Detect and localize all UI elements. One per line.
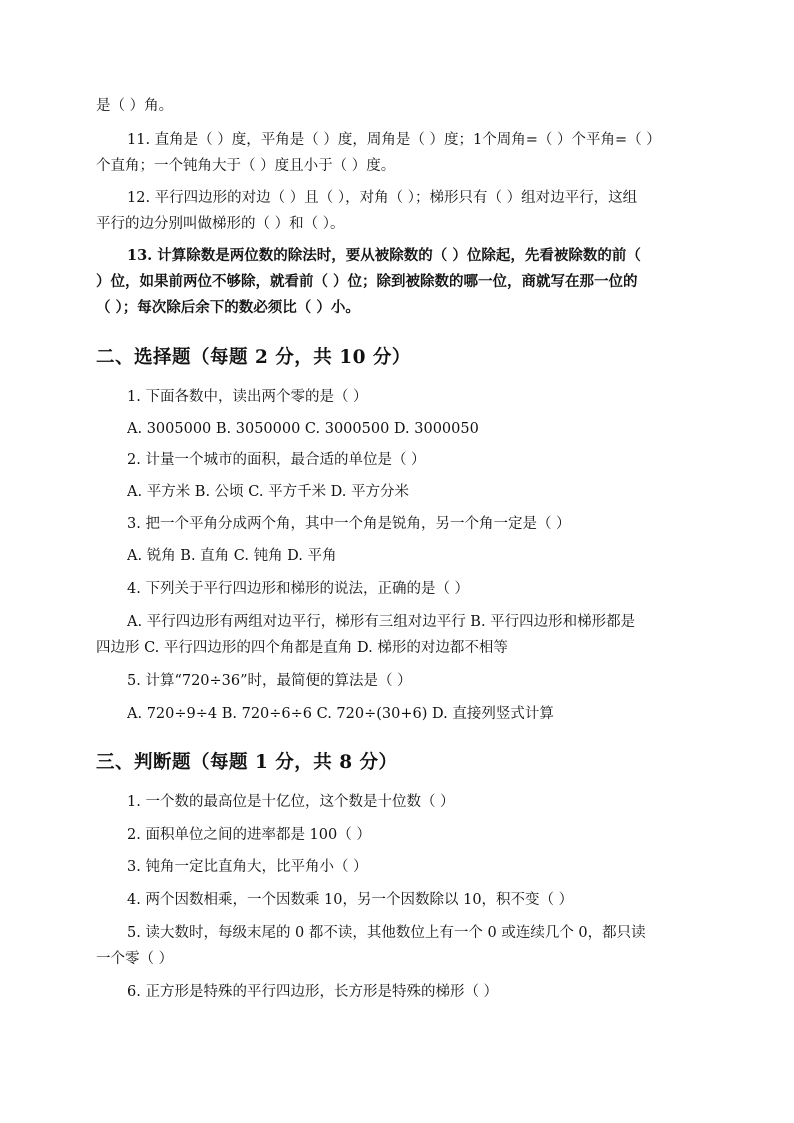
judge-q2: 2. 面积单位之间的进率都是 100（ ） [127,827,371,843]
judge-q6: 6. 正方形是特殊的平行四边形，长方形是特殊的梯形（ ） [127,984,499,1000]
choice-q1-options: A. 3005000 B. 3050000 C. 3000500 D. 3000050 [127,421,479,437]
choice-q3-options: A. 锐角 B. 直角 C. 钝角 D. 平角 [127,548,337,564]
choice-q2: 2. 计量一个城市的面积，最合适的单位是（ ） [127,452,426,468]
section-3-heading: 三、判断题（每题 1 分，共 8 分） [96,752,398,773]
fill-item-11-line1: 11. 直角是（ ）度，平角是（ ）度，周角是（ ）度；1个周角=（ ）个平角=（ ） [127,132,661,148]
fill-item-13-line1: 13. 计算除数是两位数的除法时，要从被除数的（ ）位除起，先看被除数的前（ [127,247,641,264]
fill-item-13-line3: （ ）；每次除后余下的数必须比（ ）小。 [96,299,360,316]
choice-q2-options: A. 平方米 B. 公顷 C. 平方千米 D. 平方分米 [127,484,410,500]
section-2-heading: 二、选择题（每题 2 分，共 10 分） [96,347,411,368]
judge-q5-line2: 一个零（ ） [96,951,174,967]
choice-q5: 5. 计算“720÷36”时，最简便的算法是（ ） [127,673,412,689]
fill-item-13-line2: ）位，如果前两位不够除，就看前（ ）位；除到被除数的哪一位，商就写在那一位的 [96,273,638,290]
choice-q4-options-line1: A. 平行四边形有两组对边平行，梯形有三组对边平行 B. 平行四边形和梯形都是 [127,614,636,630]
judge-q3: 3. 钝角一定比直角大，比平角小（ ） [127,859,368,875]
choice-q1: 1. 下面各数中，读出两个零的是（ ） [127,389,368,405]
choice-q5-options: A. 720÷9÷4 B. 720÷6÷6 C. 720÷(30+6) D. 直接列竖式计算 [127,706,554,722]
item10-tail: 是（ ）角。 [96,98,174,114]
choice-q4: 4. 下列关于平行四边形和梯形的说法，正确的是（ ） [127,581,470,597]
fill-item-12-line1: 12. 平行四边形的对边（ ）且（ ），对角（ ）；梯形只有（ ）组对边平行，这组 [127,190,638,206]
choice-q4-options-line2: 四边形 C. 平行四边形的四个角都是直角 D. 梯形的对边都不相等 [96,640,508,656]
judge-q1: 1. 一个数的最高位是十亿位，这个数是十位数（ ） [127,794,455,810]
judge-q5-line1: 5. 读大数时，每级末尾的 0 都不读，其他数位上有一个 0 或连续几个 0，都只读 [127,925,646,941]
choice-q3: 3. 把一个平角分成两个角，其中一个角是锐角，另一个角一定是（ ） [127,516,571,532]
fill-item-12-line2: 平行的边分别叫做梯形的（ ）和（ ）。 [96,216,345,232]
fill-item-11-line2: 个直角；一个钝角大于（ ）度且小于（ ）度。 [96,158,396,174]
judge-q4: 4. 两个因数相乘，一个因数乘 10，另一个因数除以 10，积不变（ ） [127,892,574,908]
